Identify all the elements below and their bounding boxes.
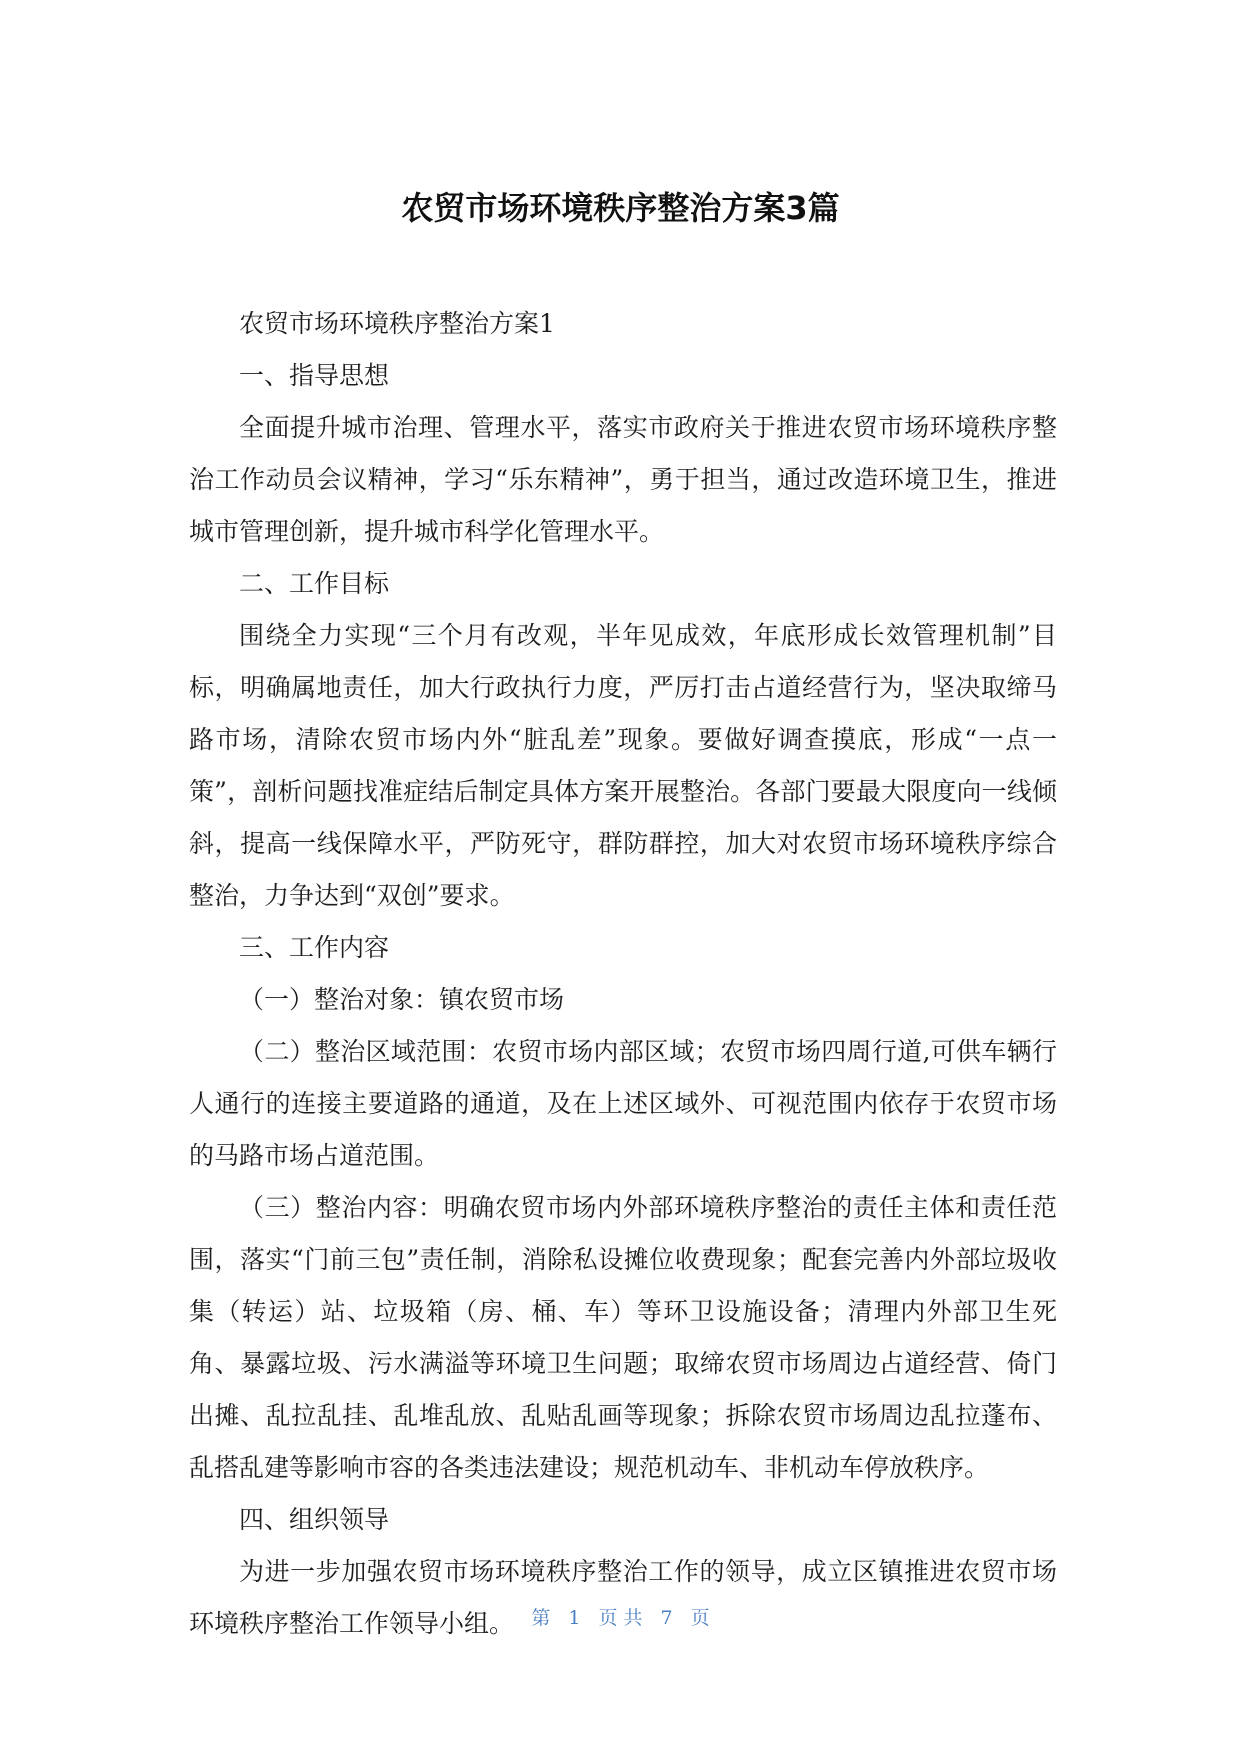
page-footer: [0, 1604, 1241, 1632]
paragraph-subtitle: 农贸市场环境秩序整治方案1: [239, 309, 555, 338]
footer-total-pages: 7: [660, 1607, 673, 1629]
paragraph-item: （三）整治内容：明确农贸市场内外部环境秩序整治的责任主体和责任范围，落实“门前三包”责任制，消除私设摊位收费现象；配套完善内外部垃圾收集（转运）站、垃圾箱（房、桶、车）等环卫设施设备；清理内外部卫生死角、暴露垃圾、污水满溢等环境卫生问题；取缔农贸市场周边占道经营、倚门出摊、乱拉乱挂、乱堆乱放、乱贴乱画等现象；拆除农贸市场周边乱拉蓬布、乱搭乱建等影响市容的各类违法建设；规范机动车、非机动车停放秩序。: [189, 1193, 1057, 1482]
heading-work-content: 三、工作内容: [239, 933, 390, 962]
heading-guiding-thought: 一、指导思想: [239, 361, 390, 390]
footer-page-number: 1: [568, 1607, 581, 1629]
paragraph: 为进一步加强农贸市场环境秩序整治工作的领导，成立区镇推进农贸市场环境秩序整治工作领导小组。: [189, 1557, 1057, 1638]
paragraph-item: （二）整治区域范围：农贸市场内部区域；农贸市场四周行道,可供车辆行人通行的连接主要道路的通道，及在上述区域外、可视范围内依存于农贸市场的马路市场占道范围。: [189, 1037, 1057, 1170]
paragraph-item: （一）整治对象：镇农贸市场: [239, 985, 565, 1014]
paragraph: 围绕全力实现“三个月有改观，半年见成效，年底形成长效管理机制”目标，明确属地责任，加大行政执行力度，严厉打击占道经营行为，坚决取缔马路市场，清除农贸市场内外“脏乱差”现象。要做好调查摸底，形成“一点一策”，剖析问题找准症结后制定具体方案开展整治。各部门要最大限度向一线倾斜，提高一线保障水平，严防死守，群防群控，加大对农贸市场环境秩序综合整治，力争达到“双创”要求。: [189, 621, 1057, 910]
document-title: 农贸市场环境秩序整治方案3篇: [401, 189, 840, 227]
footer-suffix: 页: [690, 1607, 710, 1629]
footer-middle: 页 共: [598, 1607, 643, 1629]
document-body: [189, 298, 1057, 1650]
paragraph: 全面提升城市治理、管理水平，落实市政府关于推进农贸市场环境秩序整治工作动员会议精神，学习“乐东精神”，勇于担当，通过改造环境卫生，推进城市管理创新，提升城市科学化管理水平。: [189, 413, 1057, 546]
footer-prefix: 第: [531, 1607, 551, 1629]
heading-work-goals: 二、工作目标: [239, 569, 390, 598]
heading-organization: 四、组织领导: [239, 1505, 390, 1534]
